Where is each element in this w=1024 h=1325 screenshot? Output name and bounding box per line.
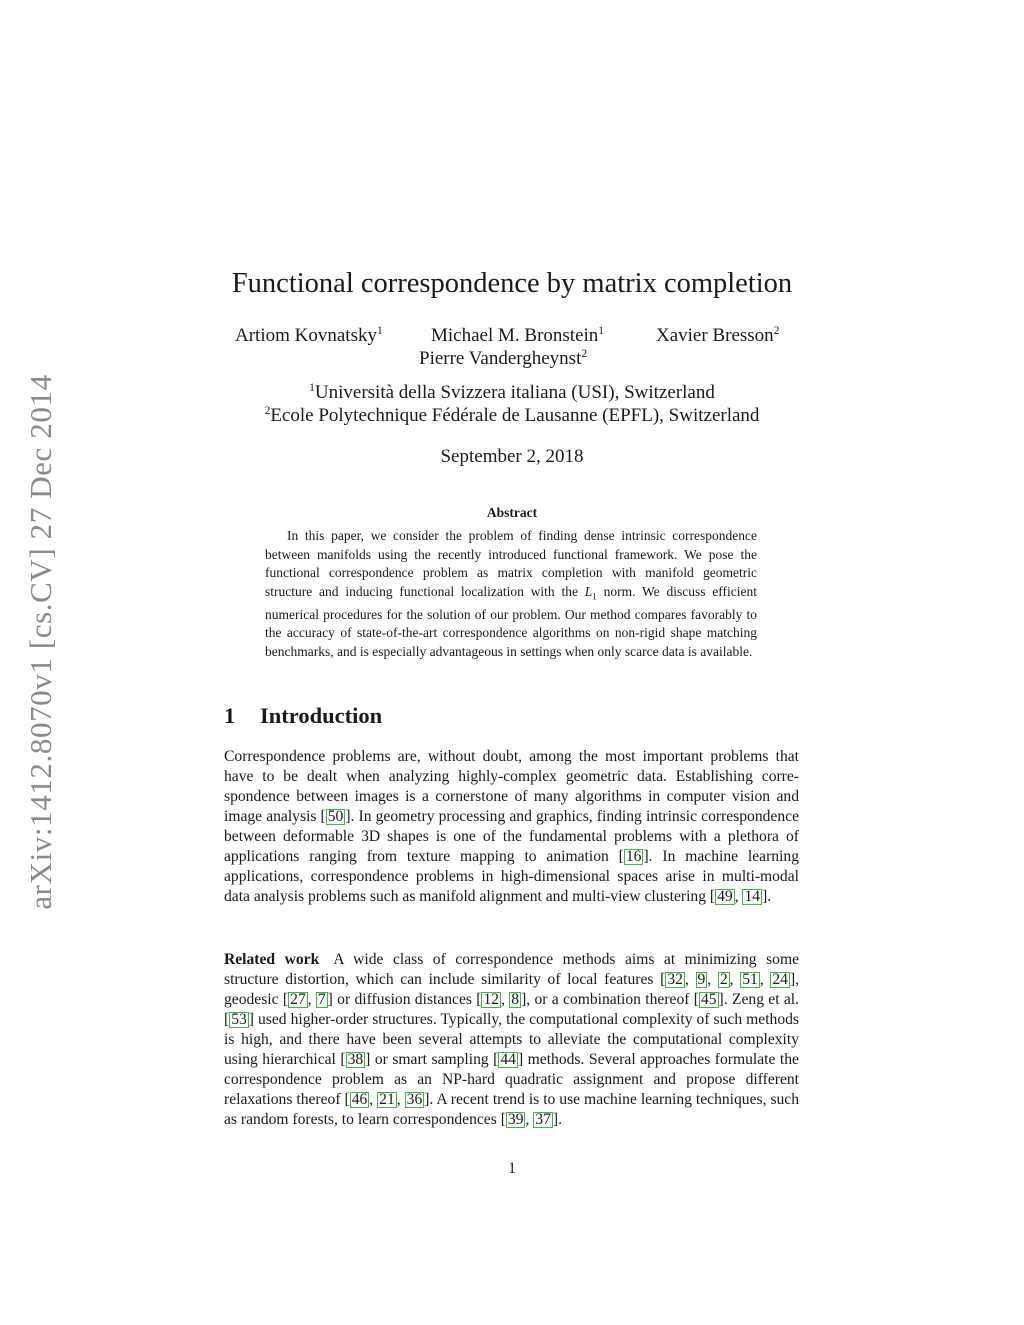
affiliation: $^2$Ecole Polytechnique Fédérale de Lausanne (EPFL), Switzerland <box>264 405 760 426</box>
run-in-heading: Related work <box>224 951 320 968</box>
citation-link[interactable]: 27 <box>290 991 306 1008</box>
author: Michael M. Bronstein$^1$ <box>431 325 605 346</box>
citation-link[interactable]: 44 <box>500 1051 516 1068</box>
citation-link[interactable]: 49 <box>717 888 733 905</box>
abstract-heading: Abstract <box>486 505 538 520</box>
citation-link[interactable]: 9 <box>697 971 706 988</box>
citation-link[interactable]: 7 <box>317 991 326 1008</box>
affiliation: $^1$Università della Svizzera italiana (USI), Switzerland <box>309 382 715 403</box>
arxiv-sidebar <box>16 354 66 930</box>
citation-link[interactable]: 46 <box>351 1091 368 1108</box>
citation-link[interactable]: 51 <box>742 971 758 988</box>
author: Xavier Bresson$^2$ <box>656 325 780 346</box>
citation-link[interactable]: 14 <box>744 888 761 905</box>
citation-link[interactable]: 16 <box>625 848 642 865</box>
citation-link[interactable]: 36 <box>406 1091 423 1108</box>
arxiv-identifier: arXiv:1412.8070v1 [cs.CV] 27 Dec 2014 <box>23 374 58 910</box>
abstract-body: In this paper, we consider the problem of finding dense intrinsic correspondence between manifolds using the recently introduced functional framework. We pose the functional correspondence problem as matrix completion with manifold geometric structure and inducing functional localization with the $L_1$ norm. We discuss efficient numerical procedures for the solution of our problem. Our method compares favorably to the accuracy of state-of-the-art correspondence algorithms on non-rigid shape matching benchmarks, and is especially advantageous in settings when only scarce data is available. <box>265 528 757 659</box>
paper-title: Functional correspondence by matrix completion <box>231 268 793 299</box>
citation-link[interactable]: 24 <box>772 971 788 988</box>
citation-link[interactable]: 53 <box>231 1011 247 1028</box>
intro-paragraph: Correspondence problems are, without doubt, among the most important problems that have to be dealt when analyzing highly-complex geometric data. Establishing correspondence between images is a cornerstone of many algorithms in computer vision and image analysis [ 50 ]. In geometry processing and graphics, finding intrinsic correspondence between deformable 3D shapes is one of the fundamental problems with a plethora of applications ranging from texture mapping to animation [ 16 ]. In machine learning applications, correspondence problems in high-dimensional spaces arise in multi-modal data analysis problems such as manifold alignment and multi-view clustering [ 49 , 14 ]. <box>224 748 799 905</box>
citation-link[interactable]: 38 <box>347 1051 364 1068</box>
citation-link[interactable]: 8 <box>511 991 520 1008</box>
paper-date: September 2, 2018 <box>440 446 584 467</box>
related-work-paragraph: Related work A wide class of correspondence methods aims at minimizing some structure distortion, which can include similarity of local features [ 32 , 9 , 2 , 51 , 24 ], geodesic [ 27 , 7 ] or diffusion distances [ 12 , 8 ], or a combination thereof [ 45 ]. Zeng et al. [ 53 ] used higher-order structures. Typically, the computational complexity of such methods is high, and there have been several attempts to alleviate the computational complexity using hierarchical [ 38 ] or smart sampling [ 44 ] methods. Several approaches formulate the correspondence problem as an NP-hard quadratic assignment and propose different relaxations thereof [ 46 , 21 , 36 ]. A recent trend is to use machine learning techniques, such as random forests, to learn correspondences [ 39 , 37 ]. <box>224 951 800 1128</box>
author: Artiom Kovnatsky$^1$ <box>235 325 383 346</box>
citation-link[interactable]: 39 <box>507 1111 524 1128</box>
citation-link[interactable]: 2 <box>719 971 728 988</box>
citation-link[interactable]: 37 <box>535 1111 551 1128</box>
citation-link[interactable]: 50 <box>327 808 344 825</box>
citation-link[interactable]: 12 <box>483 991 500 1008</box>
author: Pierre Vandergheynst$^2$ <box>419 348 588 369</box>
page-number: 1 <box>508 1160 516 1177</box>
section-heading: 1 Introduction <box>224 703 383 728</box>
citation-link[interactable]: 21 <box>379 1091 395 1108</box>
citation-link[interactable]: 32 <box>667 971 683 988</box>
math-symbol: L <box>584 583 593 599</box>
citation-link[interactable]: 45 <box>700 991 717 1008</box>
